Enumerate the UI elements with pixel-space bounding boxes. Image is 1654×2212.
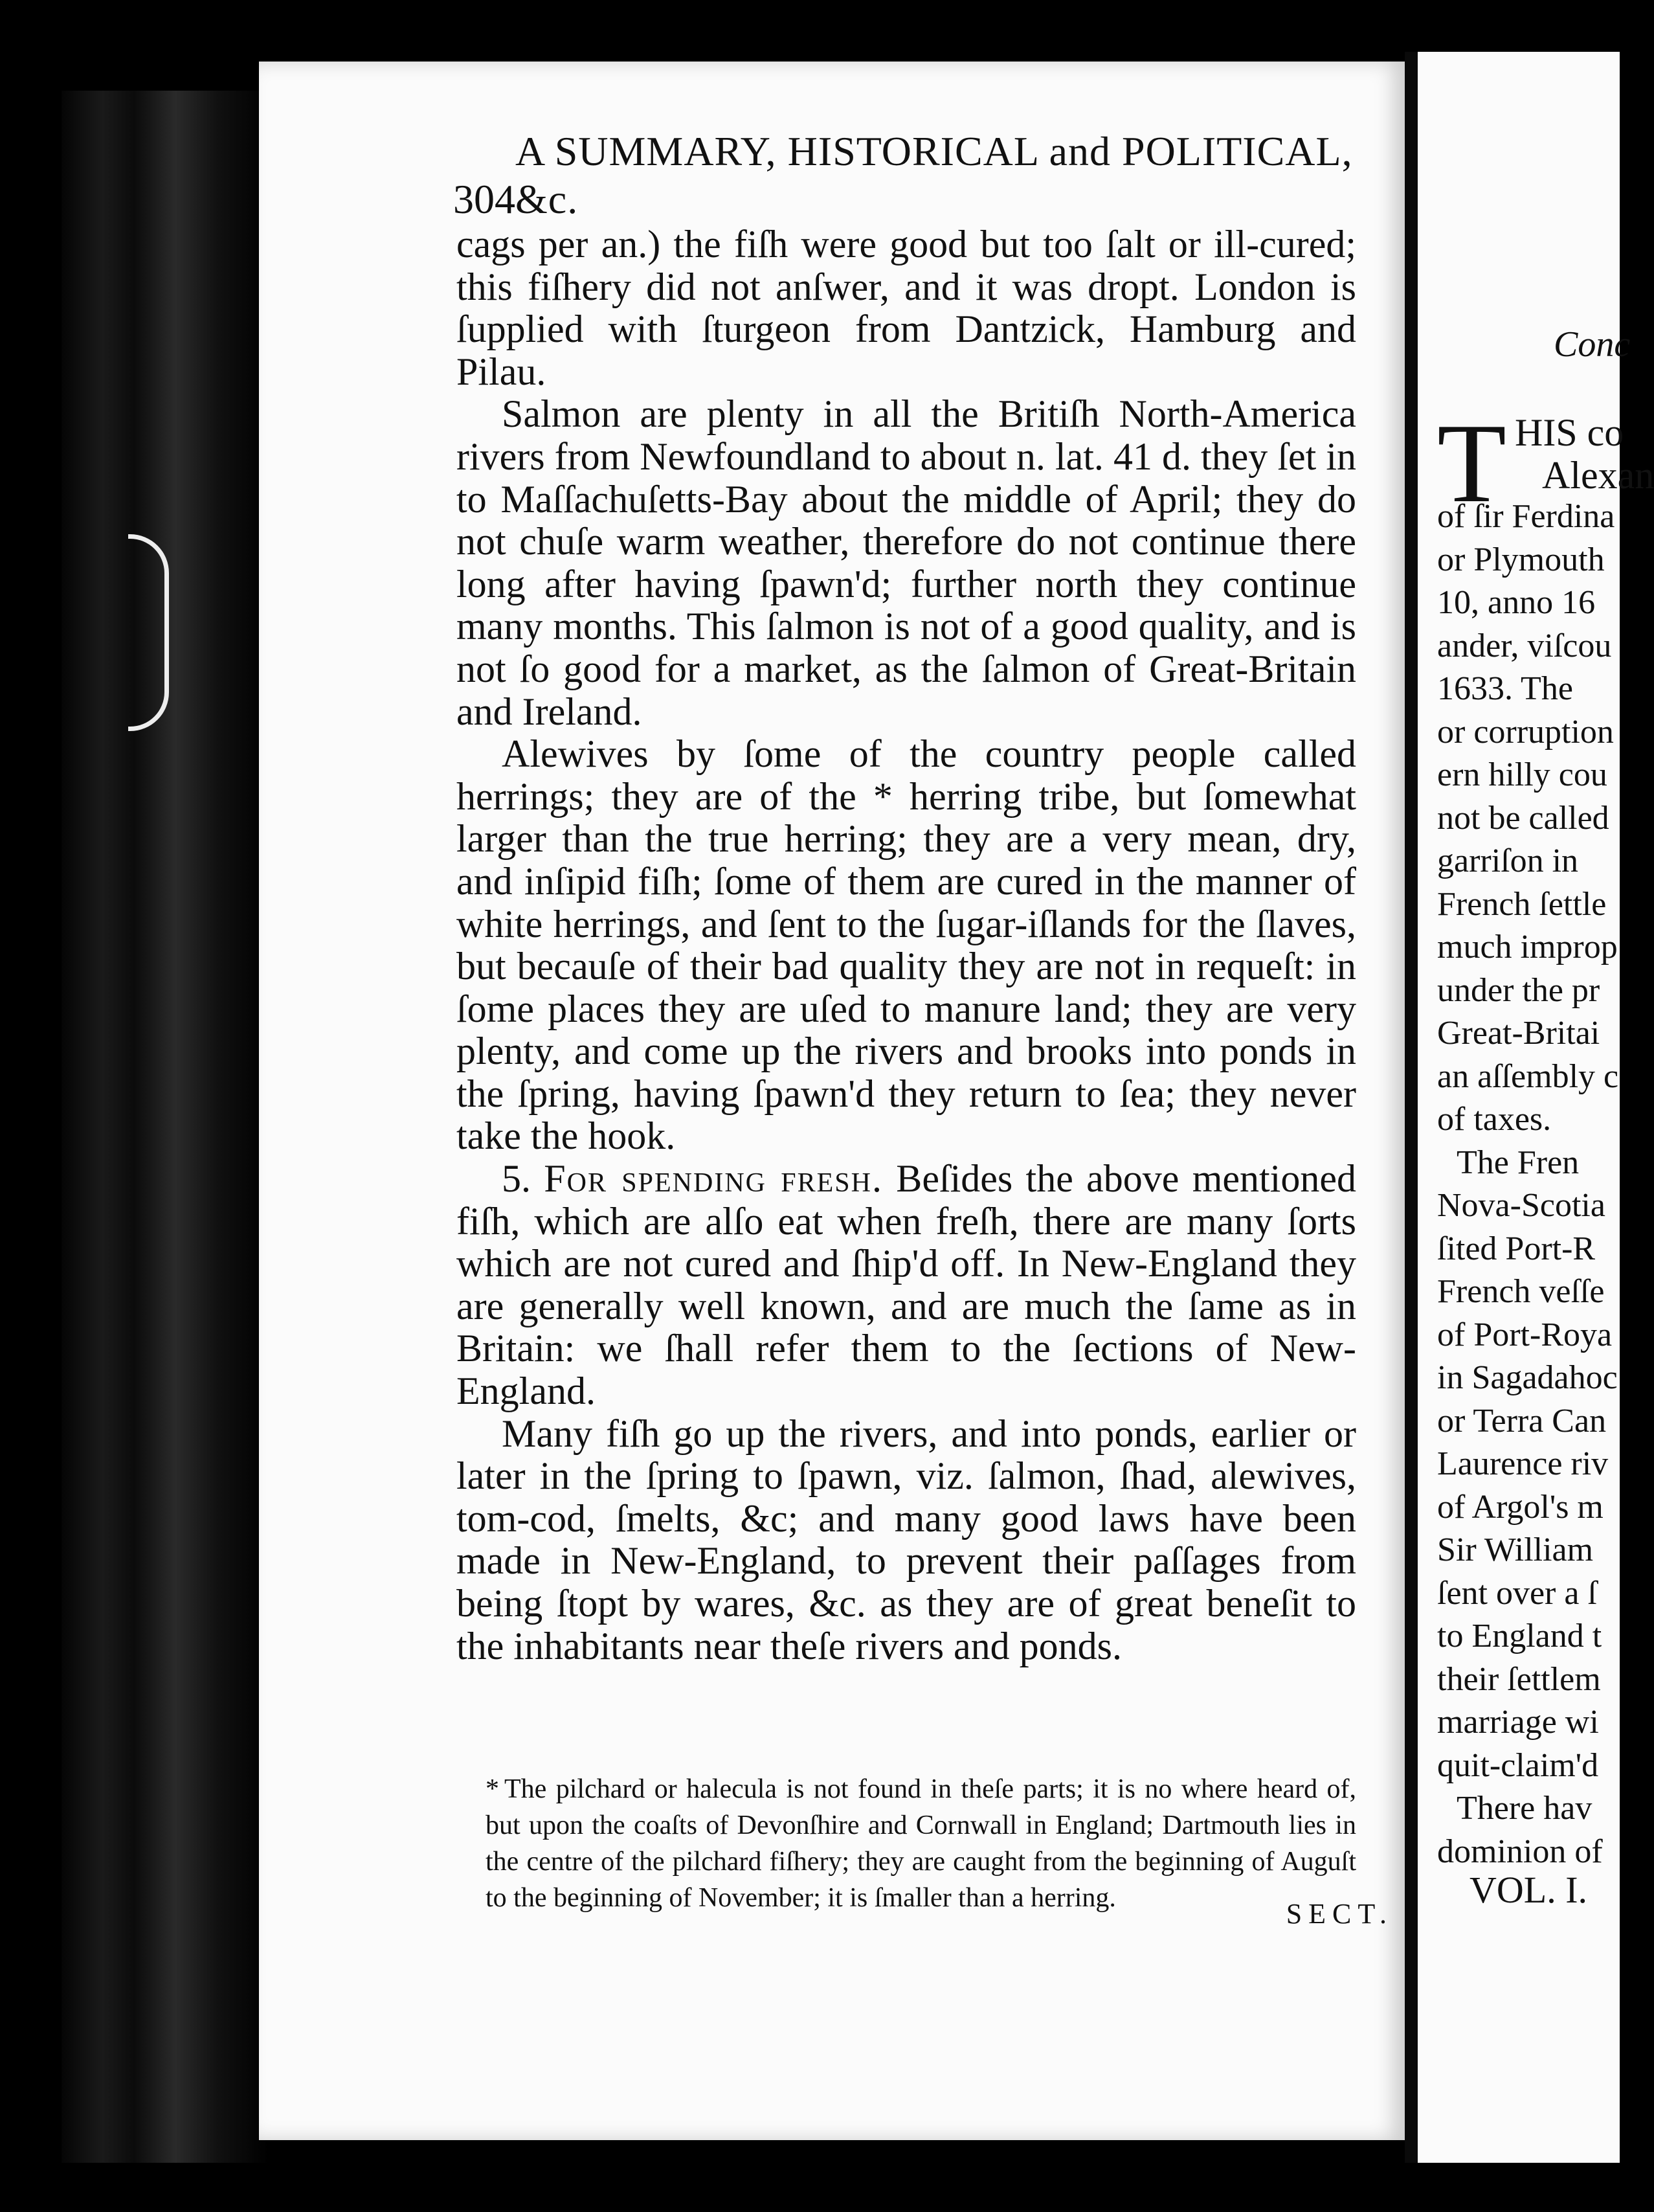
right-page-line: The Fren — [1457, 1144, 1580, 1181]
body-text — [456, 223, 1356, 1667]
right-page-line: an aſſembly c — [1437, 1057, 1619, 1095]
section-heading: For spending fresh. — [544, 1157, 883, 1201]
running-header — [453, 128, 1353, 223]
right-page-line: quit-claim'd — [1437, 1746, 1599, 1784]
right-page-heading: Conc — [1554, 324, 1631, 365]
right-page-line: 1633. The — [1437, 670, 1573, 707]
footnote-text: The pilchard or halecula is not found in theſe parts; it is no where heard of, but upon the coaſts of Devonſhire and Cornwall in England; Dartmouth lies in the centre of the pilchard fiſhery; they are caught from the beginning of Auguſt to the beginning of November; it is ſmaller than a herring. — [486, 1774, 1356, 1913]
drop-capital: T — [1437, 400, 1506, 526]
bookmark-ribbon — [128, 534, 169, 731]
right-page-line: Nova-Scotia — [1437, 1187, 1605, 1224]
right-page-line: or Plymouth — [1437, 541, 1605, 578]
right-page-line: of Port-Roya — [1437, 1316, 1613, 1353]
right-page-line: of Argol's m — [1437, 1488, 1604, 1526]
section-5 — [456, 1158, 1356, 1413]
catchword: SECT. — [1286, 1898, 1393, 1930]
right-page-line: ſited Port-R — [1437, 1230, 1596, 1267]
right-page-line: There hav — [1457, 1790, 1593, 1827]
paragraph-fish-spawn: Many fiſh go up the rivers, and into ponds, earlier or later in the ſpring to ſpawn, viz. ſalmon, ſhad, alewives, tom-cod, ſmelts, &c; and many good laws have been made in New-England, to prevent their paſſages from being ſtopt by wares, &c. as they are of great beneſit to the inhabitants near theſe rivers and ponds. — [456, 1412, 1356, 1667]
right-page-line: 10, anno 16 — [1437, 584, 1596, 621]
paragraph-salmon: Salmon are plenty in all the Britiſh North-America rivers from Newfoundland to about n. lat. 41 d. they ſet in to Maſſachuſetts-Bay about the middle of April; they do not chuſe warm weather, therefore do not continue there long after having ſpawn'd; further north they continue many months. This ſalmon is not of a good quality, and is not ſo good for a market, as the ſalmon of Great-Britain and Ireland. — [456, 392, 1356, 733]
running-title: A SUMMARY, HISTORICAL and POLITICAL, &c. — [515, 128, 1353, 222]
right-page-line: Great-Britai — [1437, 1015, 1600, 1052]
page-gutter — [1405, 52, 1419, 2163]
section-number: 5. — [502, 1157, 531, 1201]
right-page-line: of taxes. — [1437, 1101, 1552, 1138]
section-text: Beſides the above mentioned fiſh, which are alſo eat when freſh, there are many ſorts which are not cured and ſhip'd off. In New-England they are generally well known, and are much the ſame as in Britain: we ſhall refer them to the ſections of New-England. — [456, 1157, 1356, 1413]
page-number: 304 — [453, 176, 515, 222]
right-page-line: to England t — [1437, 1618, 1602, 1654]
right-page-line: ander, viſcou — [1437, 627, 1612, 664]
volume-signature: VOL. I. — [1470, 1869, 1588, 1911]
paragraph-sturgeon: cags per an.) the fiſh were good but too ſalt or ill-cured; this fiſhery did not anſwer, and it was dropt. London is ſupplied with ſturgeon from Dantzick, Hamburg and Pilau. — [456, 223, 1356, 393]
right-page-line: much improp — [1437, 929, 1618, 965]
right-page-line: in Sagadahoc — [1437, 1359, 1618, 1396]
right-page-line: ern hilly cou — [1437, 756, 1607, 793]
right-page-line: not be called — [1437, 799, 1609, 837]
right-page-line: ſent over a ſ — [1437, 1574, 1597, 1612]
right-page-line: garriſon in — [1437, 842, 1579, 879]
footnote-mark: * — [486, 1774, 499, 1804]
right-page-line: French ſettle — [1437, 885, 1607, 923]
paragraph-alewives: Alewives by ſome of the country people called herrings; they are of the * herring tribe, but ſomewhat larger than the true herring; they are a very mean, dry, and inſipid fiſh; ſome of them are cured in the manner of white herrings, and ſent to the ſugar-iſlands for the ſlaves, but becauſe of their bad quality they are not in requeſt: in ſome places they are uſed to manure land; they are very plenty, and come up the rivers and brooks into ponds in the ſpring, having ſpawn'd they return to ſea; they never take the hook. — [456, 732, 1356, 1158]
right-page-line: Laurence riv — [1437, 1445, 1609, 1482]
right-page-line: or corruption — [1437, 713, 1614, 751]
book-binding — [61, 91, 269, 2163]
opening-line: HIS co — [1515, 411, 1624, 454]
right-page-line: dominion of — [1437, 1833, 1603, 1870]
right-page-line: under the pr — [1437, 971, 1600, 1009]
right-page-line: or Terra Can — [1437, 1402, 1607, 1439]
right-page-opening — [1515, 411, 1654, 497]
footnote — [486, 1771, 1356, 1916]
right-page — [1418, 52, 1654, 2163]
right-page-line: of ſir Ferdina — [1437, 498, 1615, 535]
right-page-line: French veſſe — [1437, 1273, 1605, 1310]
opening-line: Alexan — [1542, 454, 1654, 497]
right-page-line: marriage wi — [1437, 1704, 1599, 1741]
left-page — [259, 62, 1405, 2140]
right-page-line: their ſettlem — [1437, 1660, 1601, 1698]
right-page-line: Sir William — [1437, 1531, 1594, 1568]
